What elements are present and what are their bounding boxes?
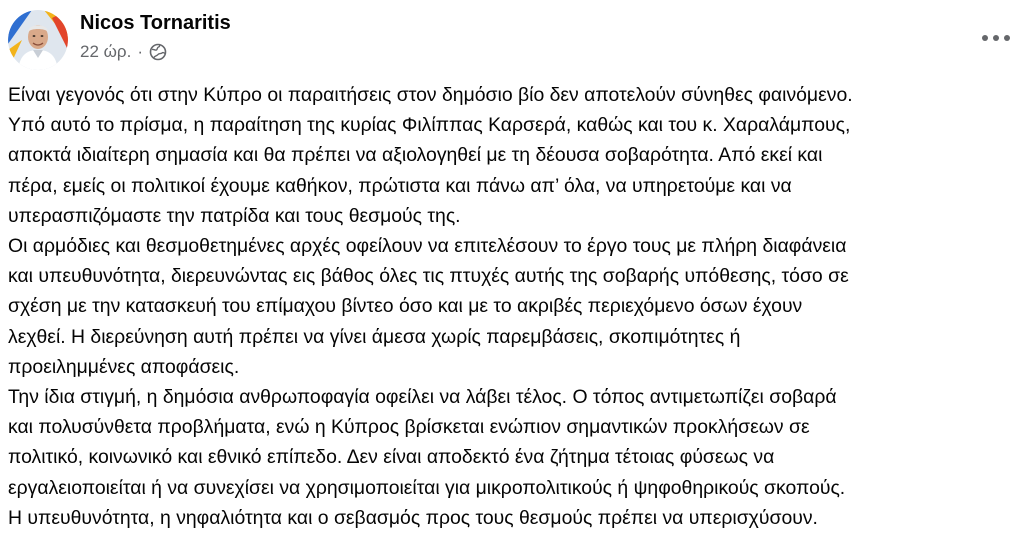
post-text-line: εργαλειοποιείται ή να συνεχίσει να χρησιμοποιείται για μικροπολιτικούς ή ψηφοθηρικούς σκοπούς.: [8, 476, 846, 499]
globe-icon[interactable]: [149, 43, 167, 61]
post-text-line: και πολυσύνθετα προβλήματα, ενώ η Κύπρος βρίσκεται ενώπιον σημαντικών προκλήσεων σε: [8, 416, 810, 439]
post-text-line: και υπευθυνότητα, διερευνώντας εις βάθος όλες τις πτυχές αυτής της σοβαρής υπόθεσης, τόσο σε: [8, 265, 849, 288]
post-text-line: λεχθεί. Η διερεύνηση αυτή πρέπει να γίνει άμεσα χωρίς παρεμβάσεις, σκοπιμότητες ή: [8, 325, 741, 348]
author-avatar[interactable]: [8, 10, 68, 70]
author-name[interactable]: Nicos Tornaritis: [80, 12, 231, 34]
post-header: [8, 10, 1018, 70]
meta-separator: ·: [137, 42, 143, 61]
post-text: [8, 80, 1024, 533]
post-text-line: αποκτά ιδιαίτερη σημασία και θα πρέπει να αξιολογηθεί με τη δέουσα σοβαρότητα. Από εκεί και: [8, 144, 823, 167]
post-text-line: προειλημμένες αποφάσεις.: [8, 355, 240, 378]
post-text-line: Οι αρμόδιες και θεσμοθετημένες αρχές οφείλουν να επιτελέσουν το έργο τους με πλήρη διαφάνεια: [8, 235, 847, 258]
more-dot: [993, 35, 999, 41]
post-text-line: Την ίδια στιγμή, η δημόσια ανθρωποφαγία οφείλει να λάβει τέλος. Ο τόπος αντιμετωπίζει σοβαρά: [8, 386, 837, 409]
post-text-line: υπερασπιζόμαστε την πατρίδα και τους θεσμούς της.: [8, 204, 461, 227]
more-dot: [982, 35, 988, 41]
more-options-button[interactable]: [976, 24, 1016, 52]
post-text-line: πολιτικό, κοινωνικό και εθνικό επίπεδο. Δεν είναι αποδεκτό ένα ζήτημα τέτοιας φύσεως να: [8, 446, 775, 469]
post-timestamp[interactable]: 22 ώρ.: [80, 42, 132, 61]
post-text-line: Είναι γεγονός ότι στην Κύπρο οι παραιτήσεις στον δημόσιο βίο δεν αποτελούν σύνηθες φαινόμενο.: [8, 84, 853, 106]
avatar-photo: [8, 10, 68, 70]
post-meta: [80, 42, 167, 62]
post-text-line: σχέση με την κατασκευή του επίμαχου βίντεο όσο και με το ακριβές περιεχόμενο όσων έχουν: [8, 295, 803, 318]
post-text-line: Υπό αυτό το πρίσμα, η παραίτηση της κυρίας Φιλίππας Καρσερά, καθώς και του κ. Χαραλάμπους,: [8, 114, 851, 137]
post-text-line: πέρα, εμείς οι πολιτικοί έχουμε καθήκον, πρώτιστα και πάνω απ’ όλα, να υπηρετούμε και να: [8, 174, 792, 197]
more-dot: [1004, 35, 1010, 41]
post-text-line: Η υπευθυνότητα, η νηφαλιότητα και ο σεβασμός προς τους θεσμούς πρέπει να υπερισχύσουν.: [8, 506, 818, 529]
